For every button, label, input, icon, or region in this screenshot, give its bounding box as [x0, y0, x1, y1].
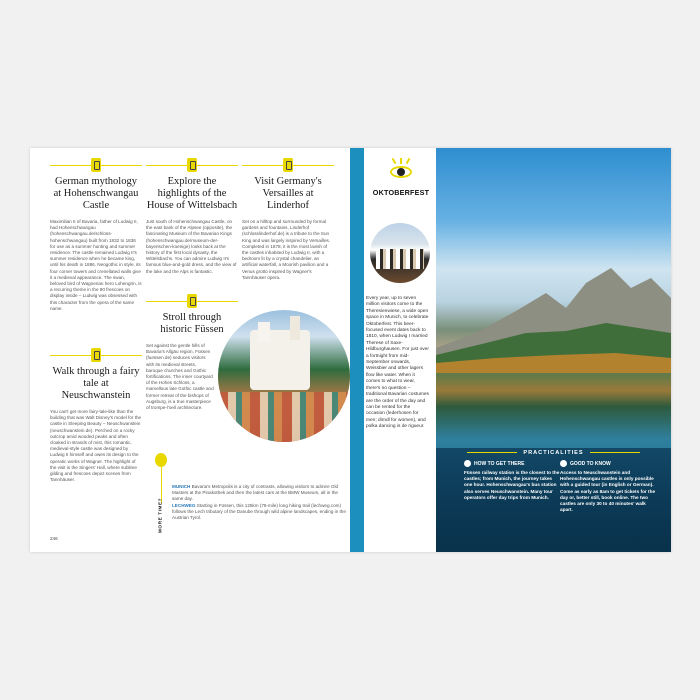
museum-icon: [187, 158, 197, 172]
practicalities-title: PRACTICALITIES: [436, 450, 671, 456]
blue-band: [350, 148, 364, 552]
lechweg-heading: LECHWEG: [172, 502, 196, 508]
good-to-know-heading: GOOD TO KNOW: [570, 460, 611, 467]
bus-icon: [464, 460, 471, 467]
section-text-wittelsbach: Just south of Hohenschwangau Castle, on the east bank of the Alpsee (opposite), the fascinating Museum of the Bavarian Kings (hohenschwangau.de/museum-der-bayerischen-koenige) looks back at the history of the first local dynasty, the Wittelsbachs. You can admire Ludwig II's famous blue-and-gold dress, and the view of the lake and the Alps is fantastic.: [146, 219, 237, 274]
book-spread: [30, 148, 671, 552]
oktoberfest-text: Every year, up to seven million visitors come to the Theresienwiese, a wide open space in Munich, to celebrate Oktoberfest. This beer-focused event dates back to 1810, when Ludwig I married Therese of Saxe-Hildburghausen. For just over a fortnight from mid-September onwards, Weissbier and other lagers flow like water. When it comes to what to wear, there's no question – traditional Bavarian costumes are the order of the day and can be rented for the occasion (lederhosen for men; dirndl for women), and polka dancing is de rigueur.: [366, 296, 429, 430]
section-title-linderhof: Visit Germany's Versailles at Linderhof: [254, 176, 322, 211]
section-title-walk: Walk through a fairy tale at Neuschwanstein: [52, 366, 140, 401]
town-roofs: [218, 392, 350, 442]
oktoberfest-photo: [370, 223, 430, 283]
mountain-shape: [436, 263, 671, 373]
castle-building: [250, 330, 310, 390]
left-page: [30, 148, 350, 552]
section-title-wittelsbach: Explore the highlights of the House of Wittelsbach: [146, 176, 238, 211]
walk-icon: [187, 294, 197, 308]
oktoberfest-title: OKTOBERFEST: [372, 188, 430, 197]
section-text-walk: You can't get more fairy-tale-like than the building that was Walt Disney's model for the castle in Sleeping Beauty – Neuschwanstein (neuschwanstein.de). Perched on a rocky outcrop amid wooded peaks and often cloaked in strands of mist, this romantic, medieval-style castle was designed by Ludwig II himself and owes its design to the operatic works of Wagner. The highlight of the visit is the Singers' Hall, where sublime gilding and frescoes depict scenes from Tannhäuser.: [50, 409, 142, 483]
good-to-know-text: Access to Neuschwanstein and Hohenschwangau castles is only possible with a guided tour (in English or German). Come as early as 8am to get tickets for the day or, better still, book online. The two castles are only 30 to 40 minutes' walk apart.: [560, 470, 656, 513]
getting-there-text: Füssen railway station is the closest to the castles; from Munich, the journey takes one hour. Hohenschwangau's bus station also serves Neuschwanstein. Many tour operators offer day trips from Munich.: [464, 470, 560, 500]
munich-text: Bavaria's Metropolis is a city of contrasts, allowing visitors to admire Old Masters at the Pinakothek and then the latest cars at the BMW Museum, all in the same day.: [172, 484, 339, 502]
castle-icon: [91, 348, 101, 362]
section-text-mythology: Maximilian II of Bavaria, father of Ludwig II, had Hohenschwangau (hohenschwangau.de/schloss-hohenschwangau) built from 1832 to 1836 for use as a summer hunting and summer residence. The castle remained Ludwig II's summer residence when he became king, until his death in 1886. Neogothic in style, its four corner towers and crenellated walls give it a medieval appearance. The swan, beloved bird of Wagnerian hero Lohengrin, is a recurring theme in the 90 frescoes on display inside – Ludwig was obsessed with this character from the opera of the same name.: [50, 219, 142, 311]
munich-heading: MUNICH: [172, 484, 191, 489]
info-icon: [560, 460, 567, 467]
more-time-label: MORE TIME?: [158, 497, 164, 534]
column-1: [50, 158, 142, 312]
column-2: [146, 158, 238, 275]
pin-icon: [155, 453, 167, 467]
section-title-mythology: German mythology at Hohenschwangau Castle: [53, 176, 139, 211]
getting-there: [464, 460, 560, 501]
practicalities-box: [436, 448, 671, 552]
more-time-text: [172, 484, 350, 521]
castle-icon: [91, 158, 101, 172]
lechweg-text: Starting in Füssen, this 125km (78-mile) long hiking trail (lechweg.com) follows the Lech tributary of the Danube through wild alpine landscapes, ending in the Austrian Tyrol.: [172, 502, 346, 521]
section-marker: [242, 158, 334, 172]
section-walk: [50, 348, 142, 483]
castle-icon: [283, 158, 293, 172]
section-marker: [146, 294, 238, 308]
getting-there-heading: HOW TO GET THERE: [474, 460, 525, 467]
oktoberfest-panel: [364, 148, 436, 552]
section-marker: [50, 158, 142, 172]
eye-icon: [386, 158, 416, 180]
page-number: 246: [50, 536, 58, 541]
section-text-fussen: Set against the gentle hills of Bavaria's Allgäu region, Füssen (fuessen.de) seduces visitors with its medieval streets, baroque churches and Gothic fortifications. The inner courtyard of the Hohes Schloss, a marvellous late Gothic castle and former retreat of the bishops of Augsburg, is a true masterpiece of trompe-l'oeil architecture.: [146, 343, 214, 411]
more-time-marker: [152, 453, 170, 533]
fussen-photo: [218, 310, 350, 442]
section-title-fussen: Stroll through historic Füssen: [160, 312, 224, 335]
column-3: [242, 158, 334, 281]
section-text-linderhof: Set on a hilltop and surrounded by formal gardens and fountains, Linderhof (schlosslinderhof.de) is a tribute to the Sun King and was largely inspired by Versailles. Completed in 1878, it is the most lavish of the castles inhabited by Ludwig II, with a bedroom lit by a crystal chandelier, an artificial waterfall, a Moorish pavilion and a Venus grotto inspired by Wagner's Tannhäuser opera.: [242, 219, 331, 280]
good-to-know: [560, 460, 656, 513]
section-marker: [146, 158, 238, 172]
section-marker: [50, 348, 142, 362]
